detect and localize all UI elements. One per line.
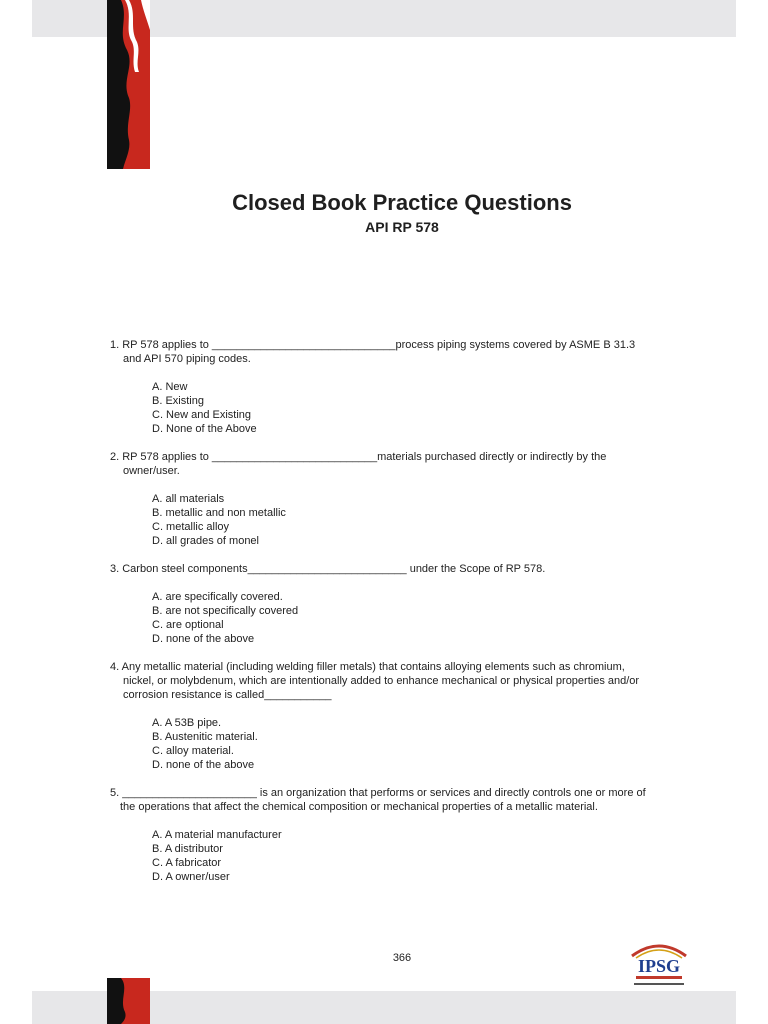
- question-2: [110, 450, 696, 548]
- flame-decoration-bottom: [107, 978, 150, 1024]
- answer-option: D. none of the above: [152, 633, 255, 645]
- question-1: [110, 338, 696, 436]
- answer-options: [152, 590, 696, 646]
- question-text: [110, 786, 696, 814]
- question-text: [110, 562, 696, 576]
- answer-option: C. alloy material.: [152, 745, 234, 757]
- answer-option: D. None of the Above: [152, 423, 257, 435]
- page-number: 366: [392, 952, 412, 964]
- answer-option: C. are optional: [152, 619, 224, 631]
- question-text: [110, 338, 696, 366]
- answer-option: C. A fabricator: [152, 857, 222, 869]
- question-line: 2. RP 578 applies to ___________________________materials purchased directly or indirectly by the: [110, 451, 607, 463]
- answer-options: [152, 492, 696, 548]
- answer-option: B. metallic and non metallic: [152, 507, 286, 519]
- question-5: [110, 786, 696, 884]
- page-subtitle: API RP 578: [365, 219, 439, 235]
- question-line: 3. Carbon steel components__________________________ under the Scope of RP 578.: [110, 563, 546, 575]
- answer-options: [152, 716, 696, 772]
- flame-decoration-top: [107, 0, 150, 169]
- question-line: owner/user.: [123, 465, 180, 477]
- answer-option: C. New and Existing: [152, 409, 252, 421]
- question-line: 1. RP 578 applies to ______________________________process piping systems covered by ASME B 31.3: [110, 339, 636, 351]
- question-line: nickel, or molybdenum, which are intentionally added to enhance mechanical or physical properties and/or: [123, 675, 640, 687]
- question-line: corrosion resistance is called___________: [123, 689, 332, 701]
- question-line: and API 570 piping codes.: [123, 353, 251, 365]
- question-line: 4. Any metallic material (including welding filler metals) that contains alloying elements such as chromium,: [110, 661, 625, 673]
- answer-option: C. metallic alloy: [152, 521, 230, 533]
- logo-text: IPSG: [637, 956, 681, 976]
- answer-option: D. none of the above: [152, 759, 255, 771]
- question-4: [110, 660, 696, 772]
- page-title: Closed Book Practice Questions: [232, 190, 572, 215]
- answer-option: A. New: [152, 381, 188, 393]
- answer-option: A. are specifically covered.: [152, 591, 283, 603]
- question-text: [110, 660, 696, 702]
- answer-option: B. Austenitic material.: [152, 731, 258, 743]
- answer-option: B. A distributor: [152, 843, 223, 855]
- question-3: [110, 562, 696, 646]
- answer-options: [152, 828, 696, 884]
- question-line: the operations that affect the chemical composition or mechanical properties of a metallic material.: [120, 801, 598, 813]
- ipsg-logo: [624, 934, 694, 992]
- question-text: [110, 450, 696, 478]
- answer-option: D. A owner/user: [152, 871, 230, 883]
- question-line: 5. ______________________ is an organization that performs or services and directly controls one or more of: [110, 787, 646, 799]
- answer-options: [152, 380, 696, 436]
- answer-option: A. A 53B pipe.: [152, 717, 222, 729]
- answer-option: B. Existing: [152, 395, 204, 407]
- answer-option: A. A material manufacturer: [152, 829, 282, 841]
- answer-option: B. are not specifically covered: [152, 605, 299, 617]
- answer-option: A. all materials: [152, 493, 225, 505]
- answer-option: D. all grades of monel: [152, 535, 259, 547]
